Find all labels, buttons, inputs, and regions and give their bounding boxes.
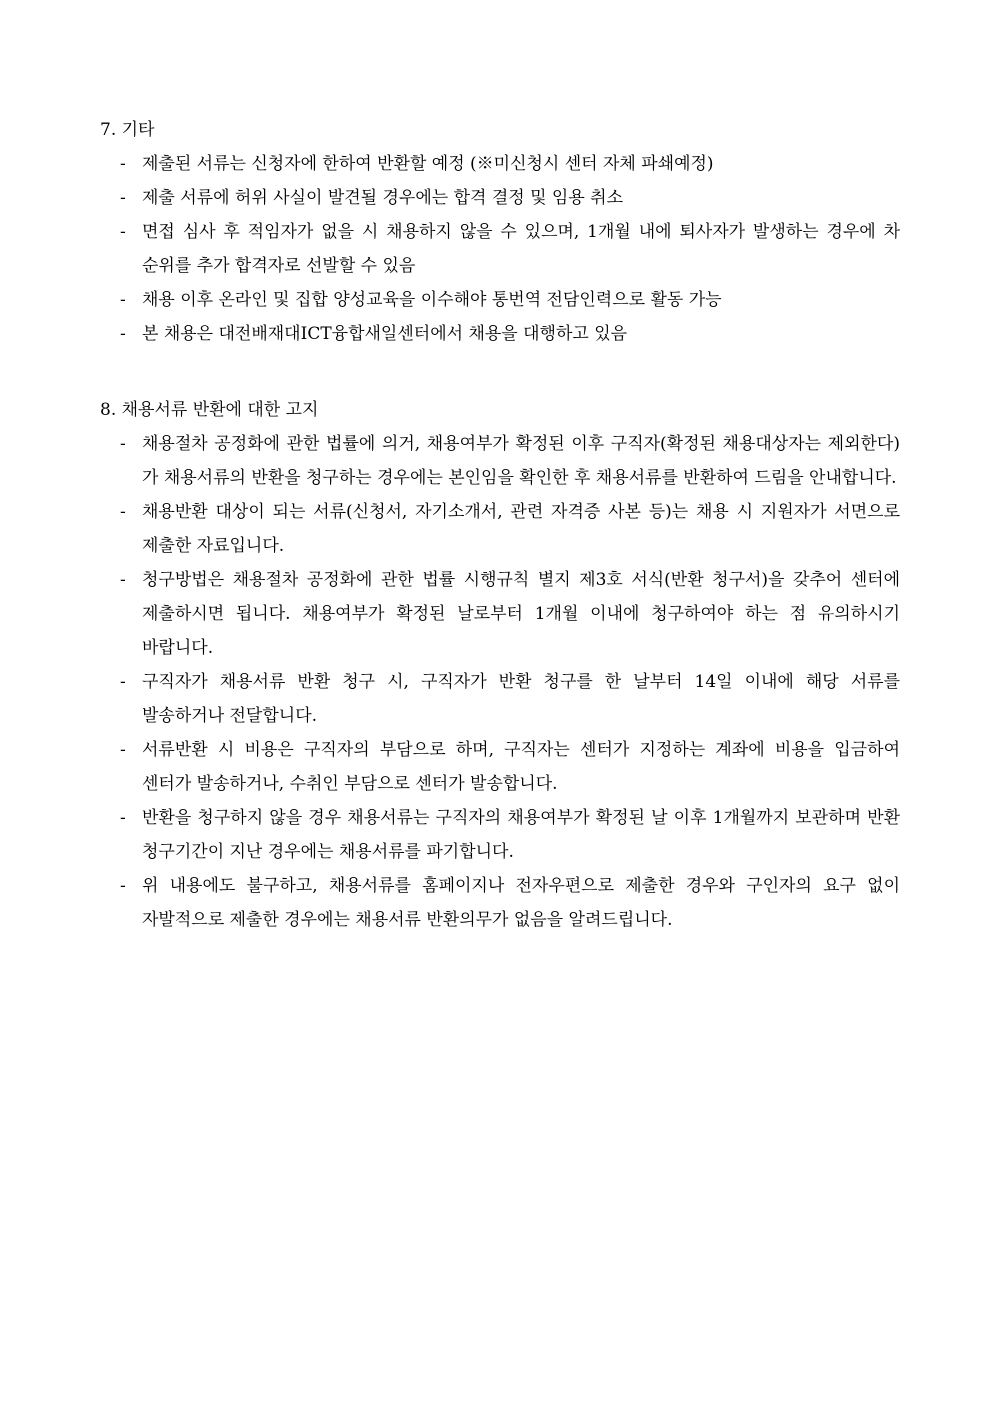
list-item (100, 665, 900, 733)
item-text: 제출된 서류는 신청자에 한하여 반환할 예정 (※미신청시 센터 자체 파쇄예정) (142, 154, 714, 174)
item-text: 서류반환 시 비용은 구직자의 부담으로 하며, 구직자는 센터가 지정하는 계좌에 비용을 입금하여 센터가 발송하거나, 수취인 부담으로 센터가 발송합니다. (142, 740, 900, 794)
section-title: 8. 채용서류 반환에 대한 고지 (100, 400, 319, 420)
bullet-dash: - (120, 154, 126, 174)
list-item (100, 147, 900, 181)
list-item (100, 495, 900, 563)
list-item (100, 563, 900, 665)
list-item (100, 215, 900, 283)
bullet-dash: - (120, 324, 126, 344)
item-text: 채용절차 공정화에 관한 법률에 의거, 채용여부가 확정된 이후 구직자(확정된 채용대상자는 제외한다)가 채용서류의 반환을 청구하는 경우에는 본인임을 확인한 후 채용서류를 반환하여 드림을 안내합니다. (142, 434, 900, 488)
list-item (100, 317, 900, 351)
bullet-dash: - (120, 876, 126, 896)
item-text: 면접 심사 후 적임자가 없을 시 채용하지 않을 수 있으며, 1개월 내에 퇴사자가 발생하는 경우에 차 순위를 추가 합격자로 선발할 수 있음 (142, 222, 900, 276)
section-document-return-notice (100, 393, 900, 937)
list-item (100, 733, 900, 801)
bullet-dash: - (120, 740, 126, 760)
item-text: 반환을 청구하지 않을 경우 채용서류는 구직자의 채용여부가 확정된 날 이후 1개월까지 보관하며 반환 청구기간이 지난 경우에는 채용서류를 파기합니다. (142, 808, 900, 862)
item-text: 채용 이후 온라인 및 집합 양성교육을 이수해야 통번역 전담인력으로 활동 가능 (142, 290, 722, 310)
bullet-dash: - (120, 434, 126, 454)
bullet-dash: - (120, 290, 126, 310)
item-text: 채용반환 대상이 되는 서류(신청서, 자기소개서, 관련 자격증 사본 등)는 채용 시 지원자가 서면으로 제출한 자료입니다. (142, 502, 900, 556)
section-other (100, 113, 900, 351)
bullet-dash: - (120, 222, 126, 242)
bullet-dash: - (120, 570, 126, 590)
list-item (100, 283, 900, 317)
item-list (100, 147, 900, 351)
bullet-dash: - (120, 808, 126, 828)
bullet-dash: - (120, 188, 126, 208)
item-list (100, 427, 900, 937)
item-text: 청구방법은 채용절차 공정화에 관한 법률 시행규칙 별지 제3호 서식(반환 청구서)을 갖추어 센터에 제출하시면 됩니다. 채용여부가 확정된 날로부터 1개월 이내에 청구하여야 하는 점 유의하시기 바랍니다. (142, 570, 900, 658)
list-item (100, 801, 900, 869)
bullet-dash: - (120, 502, 126, 522)
list-item (100, 869, 900, 937)
bullet-dash: - (120, 672, 126, 692)
item-text: 구직자가 채용서류 반환 청구 시, 구직자가 반환 청구를 한 날부터 14일 이내에 해당 서류를 발송하거나 전달합니다. (142, 672, 900, 726)
item-text: 위 내용에도 불구하고, 채용서류를 홈페이지나 전자우편으로 제출한 경우와 구인자의 요구 없이 자발적으로 제출한 경우에는 채용서류 반환의무가 없음을 알려드립니다. (142, 876, 900, 930)
list-item (100, 427, 900, 495)
section-title: 7. 기타 (100, 120, 155, 140)
item-text: 본 채용은 대전배재대ICT융합새일센터에서 채용을 대행하고 있음 (142, 324, 628, 344)
list-item (100, 181, 900, 215)
item-text: 제출 서류에 허위 사실이 발견될 경우에는 합격 결정 및 임용 취소 (142, 188, 624, 208)
